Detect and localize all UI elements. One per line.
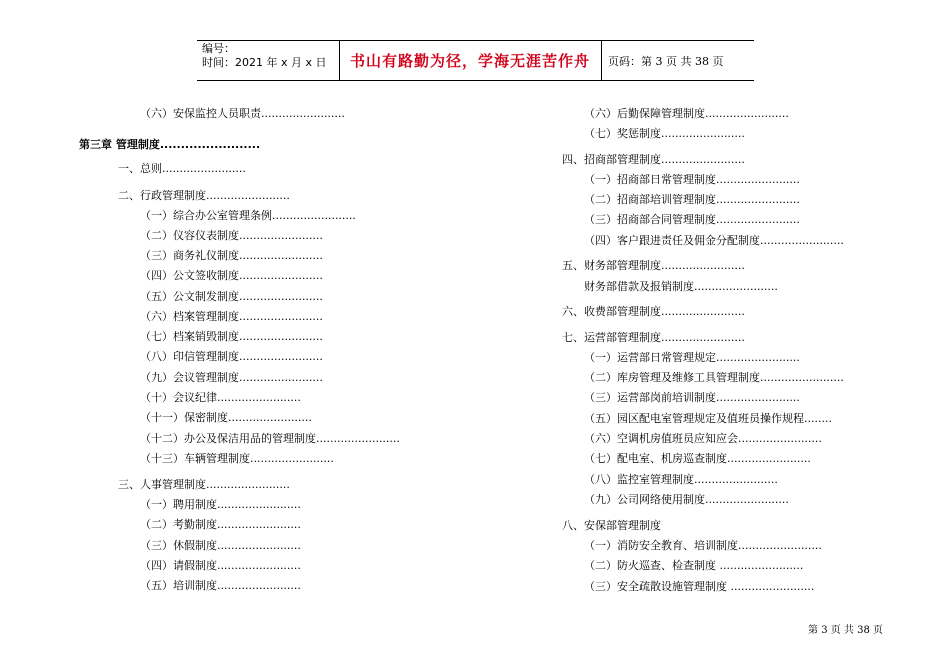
- toc-entry[interactable]: （五）园区配电室管理规定及值班员操作规程........: [584, 412, 832, 425]
- toc-entry[interactable]: 六、收费部管理制度........................: [562, 305, 745, 318]
- toc-entry[interactable]: （八）印信管理制度........................: [140, 350, 323, 363]
- header-page-code: [608, 53, 724, 69]
- toc-entry[interactable]: （三）休假制度........................: [140, 539, 301, 552]
- toc-entry[interactable]: （四）客户跟进责任及佣金分配制度........................: [584, 234, 844, 247]
- toc-entry[interactable]: （九）会议管理制度........................: [140, 371, 323, 384]
- page-code-total: 38: [695, 55, 709, 68]
- page-code-prefix: 页码：第: [608, 55, 652, 68]
- header-motto: 书山有路勤为径，学海无涯苦作舟: [349, 52, 590, 70]
- toc-entry[interactable]: 一、总则........................: [118, 162, 246, 175]
- toc-entry[interactable]: （二）招商部培训管理制度........................: [584, 193, 800, 206]
- toc-entry[interactable]: （十一）保密制度........................: [140, 411, 312, 424]
- toc-chapter-entry[interactable]: 第三章 管理制度........................: [79, 138, 261, 151]
- toc-entry[interactable]: （六）空调机房值班员应知应会........................: [584, 432, 822, 445]
- toc-entry[interactable]: （三）运营部岗前培训制度........................: [584, 391, 800, 404]
- toc-entry[interactable]: （九）公司网络使用制度........................: [584, 493, 789, 506]
- toc-entry[interactable]: 二、行政管理制度........................: [118, 189, 290, 202]
- toc-entry[interactable]: （五）培训制度........................: [140, 579, 301, 592]
- footer-page-number: 3: [821, 625, 828, 636]
- toc-entry[interactable]: （一）消防安全教育、培训制度........................: [584, 539, 822, 552]
- toc-entry[interactable]: （八）监控室管理制度........................: [584, 473, 778, 486]
- toc-entry[interactable]: （二）防火巡查、检查制度 ........................: [584, 559, 804, 572]
- footer-mid: 页 共: [830, 625, 854, 636]
- toc-entry[interactable]: （二）库房管理及维修工具管理制度........................: [584, 371, 844, 384]
- header-top-rule: [197, 40, 754, 41]
- toc-entry[interactable]: （六）档案管理制度........................: [140, 310, 323, 323]
- page-code-number: 3: [655, 55, 663, 68]
- toc-entry[interactable]: （一）聘用制度........................: [140, 498, 301, 511]
- toc-entry[interactable]: （三）招商部合同管理制度........................: [584, 213, 800, 226]
- toc-entry[interactable]: 四、招商部管理制度........................: [562, 153, 745, 166]
- toc-entry[interactable]: （四）公文签收制度........................: [140, 269, 323, 282]
- toc-entry[interactable]: （十三）车辆管理制度........................: [140, 452, 334, 465]
- toc-entry[interactable]: 三、人事管理制度........................: [118, 478, 290, 491]
- toc-entry[interactable]: 八、安保部管理制度: [562, 519, 661, 532]
- header-meta: [202, 42, 327, 70]
- header-divider-left: [339, 41, 340, 80]
- toc-entry[interactable]: （三）安全疏散设施管理制度 ........................: [584, 580, 815, 593]
- toc-entry[interactable]: （一）招商部日常管理制度........................: [584, 173, 800, 186]
- toc-entry[interactable]: （七）奖惩制度........................: [584, 127, 745, 140]
- toc-entry[interactable]: （十二）办公及保洁用品的管理制度........................: [140, 432, 400, 445]
- page-code-suffix: 页: [712, 55, 724, 68]
- toc-entry[interactable]: （七）档案销毁制度........................: [140, 330, 323, 343]
- toc-entry[interactable]: 财务部借款及报销制度........................: [584, 280, 778, 293]
- toc-entry[interactable]: （一）综合办公室管理条例........................: [140, 209, 356, 222]
- toc-entry[interactable]: （二）仪容仪表制度........................: [140, 229, 323, 242]
- toc-entry[interactable]: （七）配电室、机房巡查制度........................: [584, 452, 811, 465]
- toc-entry[interactable]: 五、财务部管理制度........................: [562, 259, 745, 272]
- page-code-mid: 页 共: [666, 55, 692, 68]
- header-divider-right: [601, 41, 602, 80]
- footer-suffix: 页: [873, 625, 884, 636]
- doc-time-label: 时间：2021 年 x 月 x 日: [202, 56, 327, 69]
- toc-entry[interactable]: （十）会议纪律........................: [140, 391, 301, 404]
- footer-prefix: 第: [808, 625, 818, 636]
- toc-entry[interactable]: （三）商务礼仪制度........................: [140, 249, 323, 262]
- toc-entry[interactable]: （六）后勤保障管理制度........................: [584, 107, 789, 120]
- toc-entry[interactable]: （六）安保监控人员职责........................: [140, 107, 345, 120]
- header-bottom-rule: [197, 80, 754, 81]
- toc-entry[interactable]: （五）公文制发制度........................: [140, 290, 323, 303]
- toc-entry[interactable]: （一）运营部日常管理规定........................: [584, 351, 800, 364]
- toc-entry[interactable]: （二）考勤制度........................: [140, 518, 301, 531]
- doc-number-label: 编号：: [202, 42, 235, 55]
- toc-entry[interactable]: 七、运营部管理制度........................: [562, 331, 745, 344]
- toc-entry[interactable]: （四）请假制度........................: [140, 559, 301, 572]
- page-footer: [808, 621, 883, 636]
- footer-page-total: 38: [857, 625, 870, 636]
